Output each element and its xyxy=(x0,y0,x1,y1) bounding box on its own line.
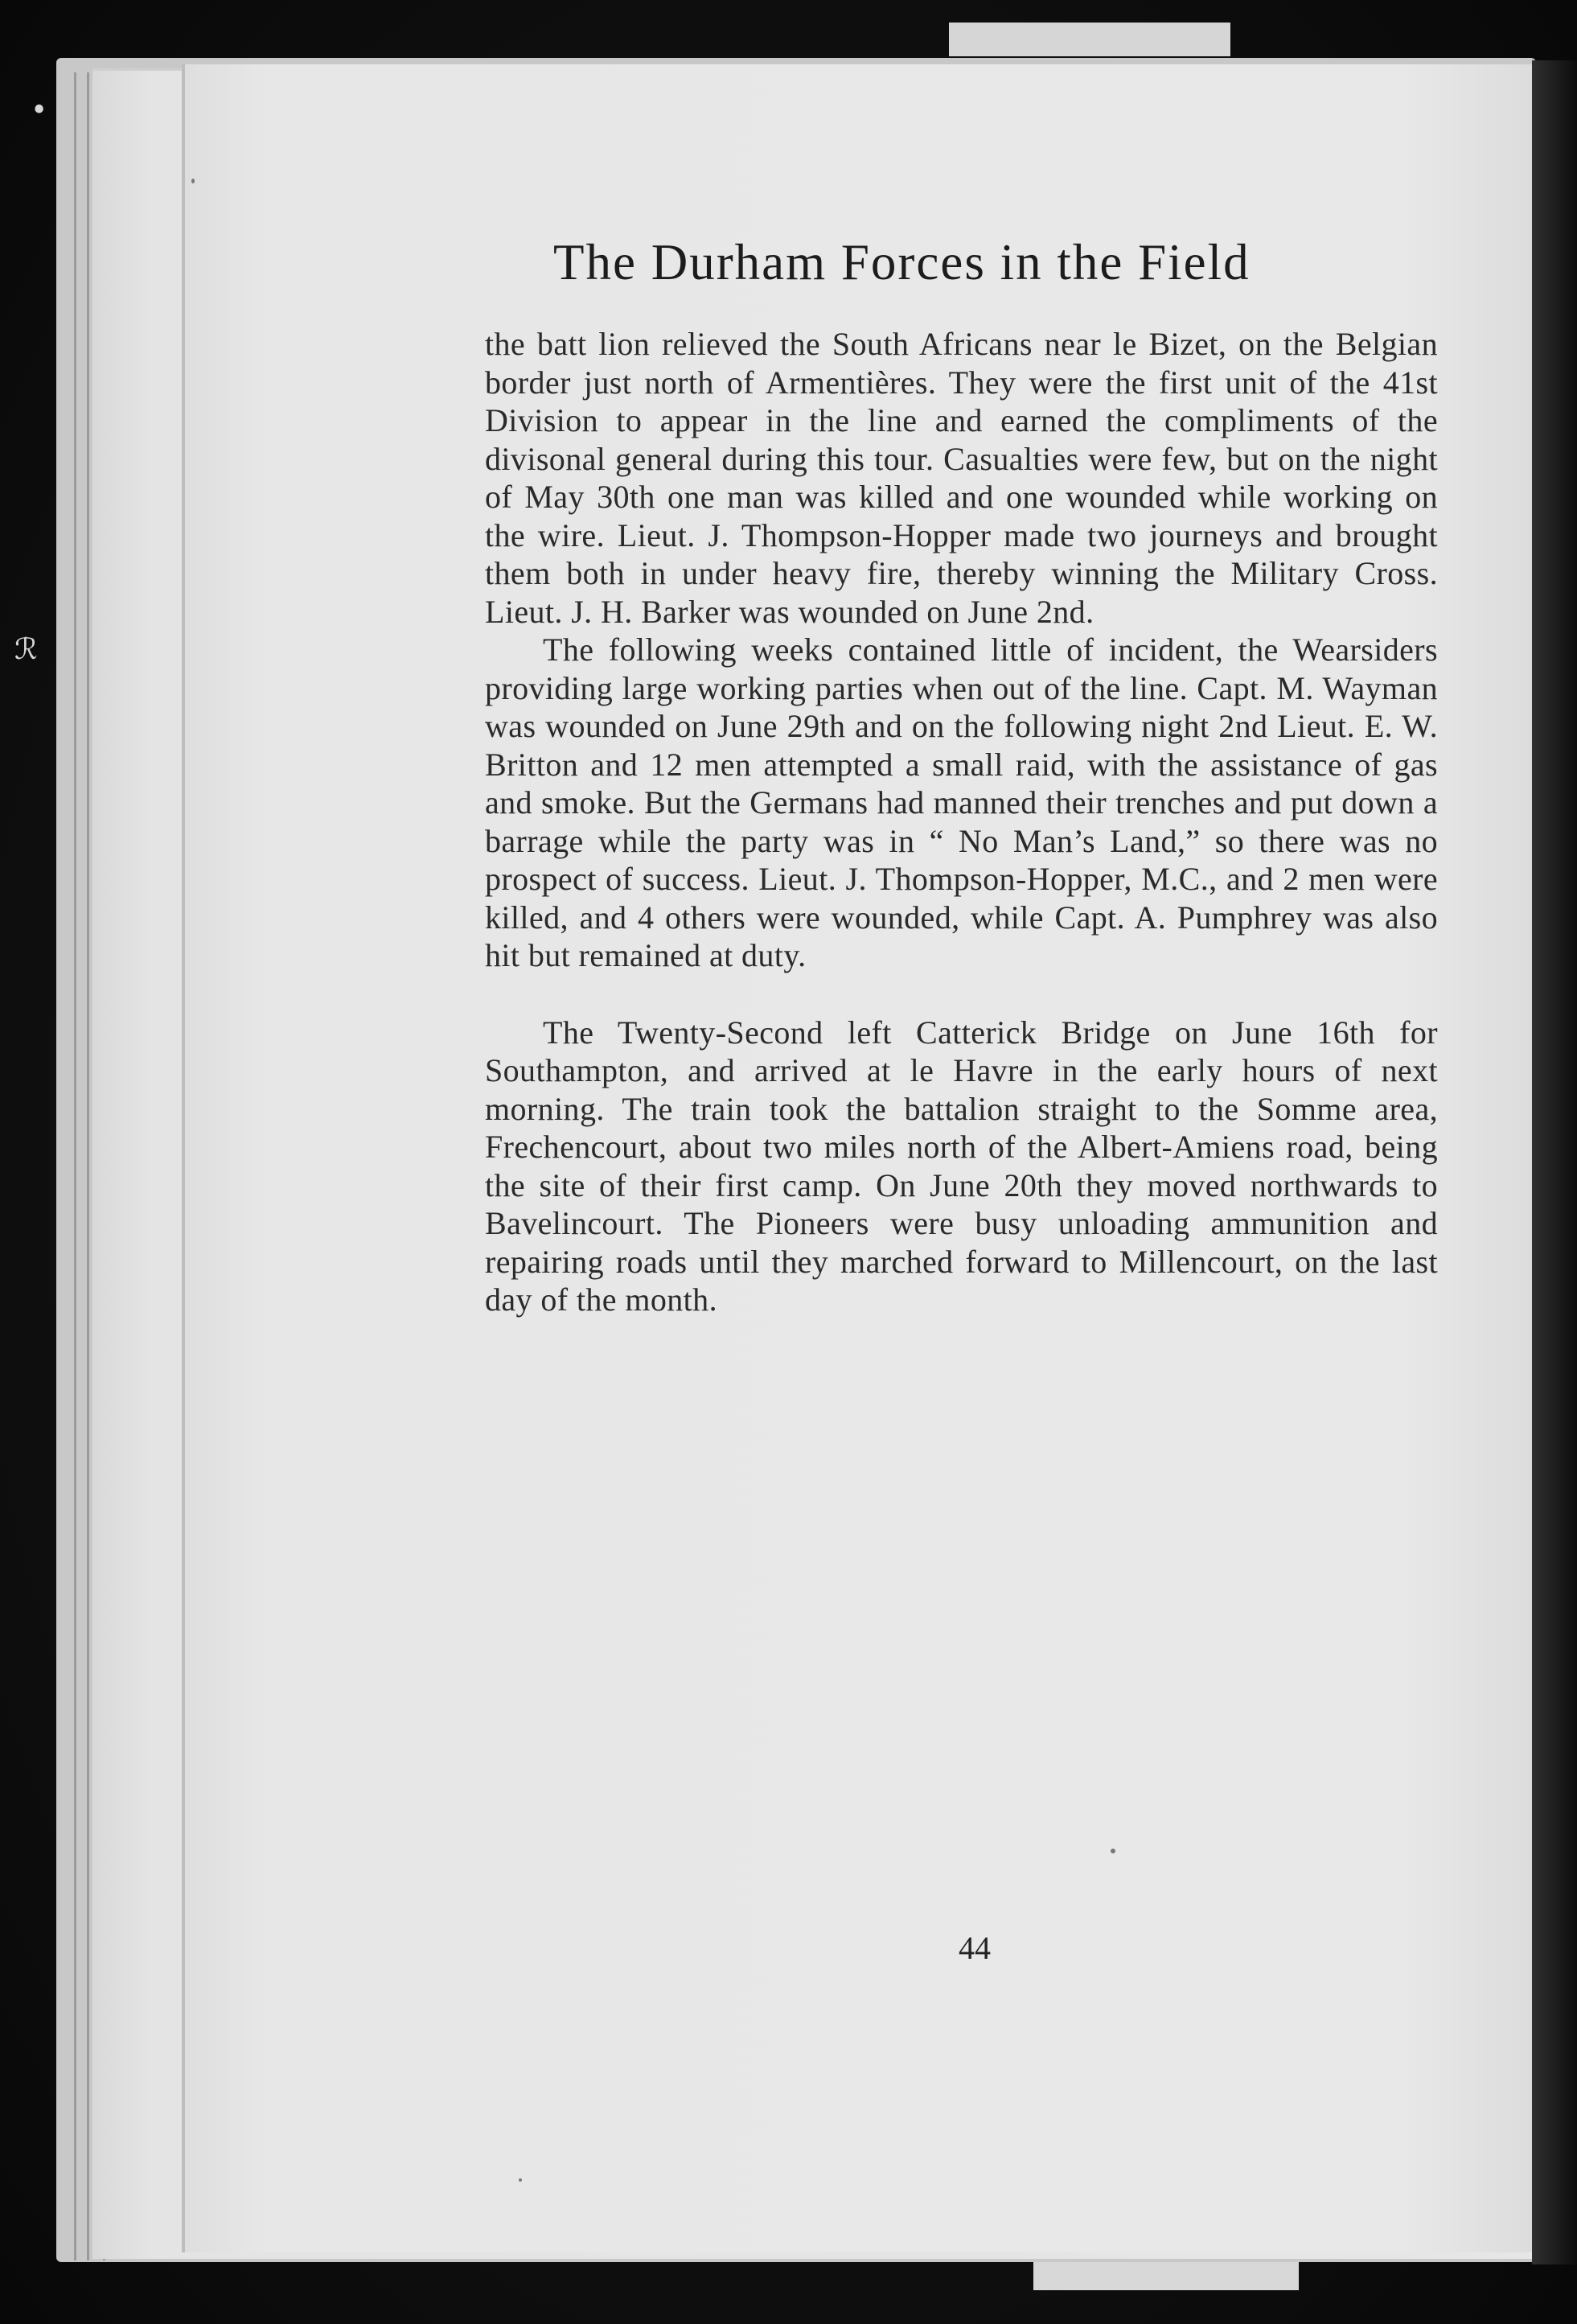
page-title: The Durham Forces in the Field xyxy=(553,234,1251,290)
page-body xyxy=(485,325,1438,1319)
page-stack-edge xyxy=(87,72,89,2260)
scanner-tab-top xyxy=(949,23,1230,56)
paragraph-2: The following weeks contained little of incident, the Wearsiders providing large working parties when out of the line. Capt. M. Wayman was wounded on June 29th and on the following night 2nd Lieut. E. W. Britton and 12 men attempted a small raid, with the assistance of gas and smoke. But the Germans had manned their trenches and put down a barrage while the party was in “ No Man’s Land,” so there was no prospect of success. Lieut. J. Thompson-Hopper, M.C., and 2 men were killed, and 4 others were wounded, while Capt. A. Pumphrey was also hit but remained at duty. xyxy=(485,631,1438,973)
paper-speck xyxy=(1111,1849,1115,1853)
book-spine xyxy=(1532,60,1577,2264)
page-number: 44 xyxy=(959,1930,991,1966)
margin-dot: • xyxy=(31,94,48,127)
page-stack-edge xyxy=(74,72,76,2260)
margin-glyph: ℛ xyxy=(14,633,38,666)
paper-speck xyxy=(519,2178,522,2182)
paragraph-1: the batt lion relieved the South Africans near le Bizet, on the Belgian border just north of Armentières. They were the first unit of the 41st Division to appear in the line and earned the compliments of the divisonal general during this tour. Casualties were few, but on the night of May 30th one man was killed and one wounded while working on the wire. Lieut. J. Thompson-Hopper made two journeys and brought them both in under heavy fire, thereby winning the Military Cross. Lieut. J. H. Barker was wounded on June 2nd. xyxy=(485,326,1438,630)
paper-speck xyxy=(191,179,195,183)
paragraph-3: The Twenty-Second left Catterick Bridge on June 16th for Southampton, and arrived at le Havre in the early hours of next morning. The train took the battalion straight to the Somme area, Frechencourt, about two miles north of the Albert-Amiens road, being the site of their first camp. On June 20th they moved northwards to Bavelincourt. The Pioneers were busy unloading ammunition and repairing roads until they marched forward to Millencourt, on the last day of the month. xyxy=(485,1014,1438,1318)
